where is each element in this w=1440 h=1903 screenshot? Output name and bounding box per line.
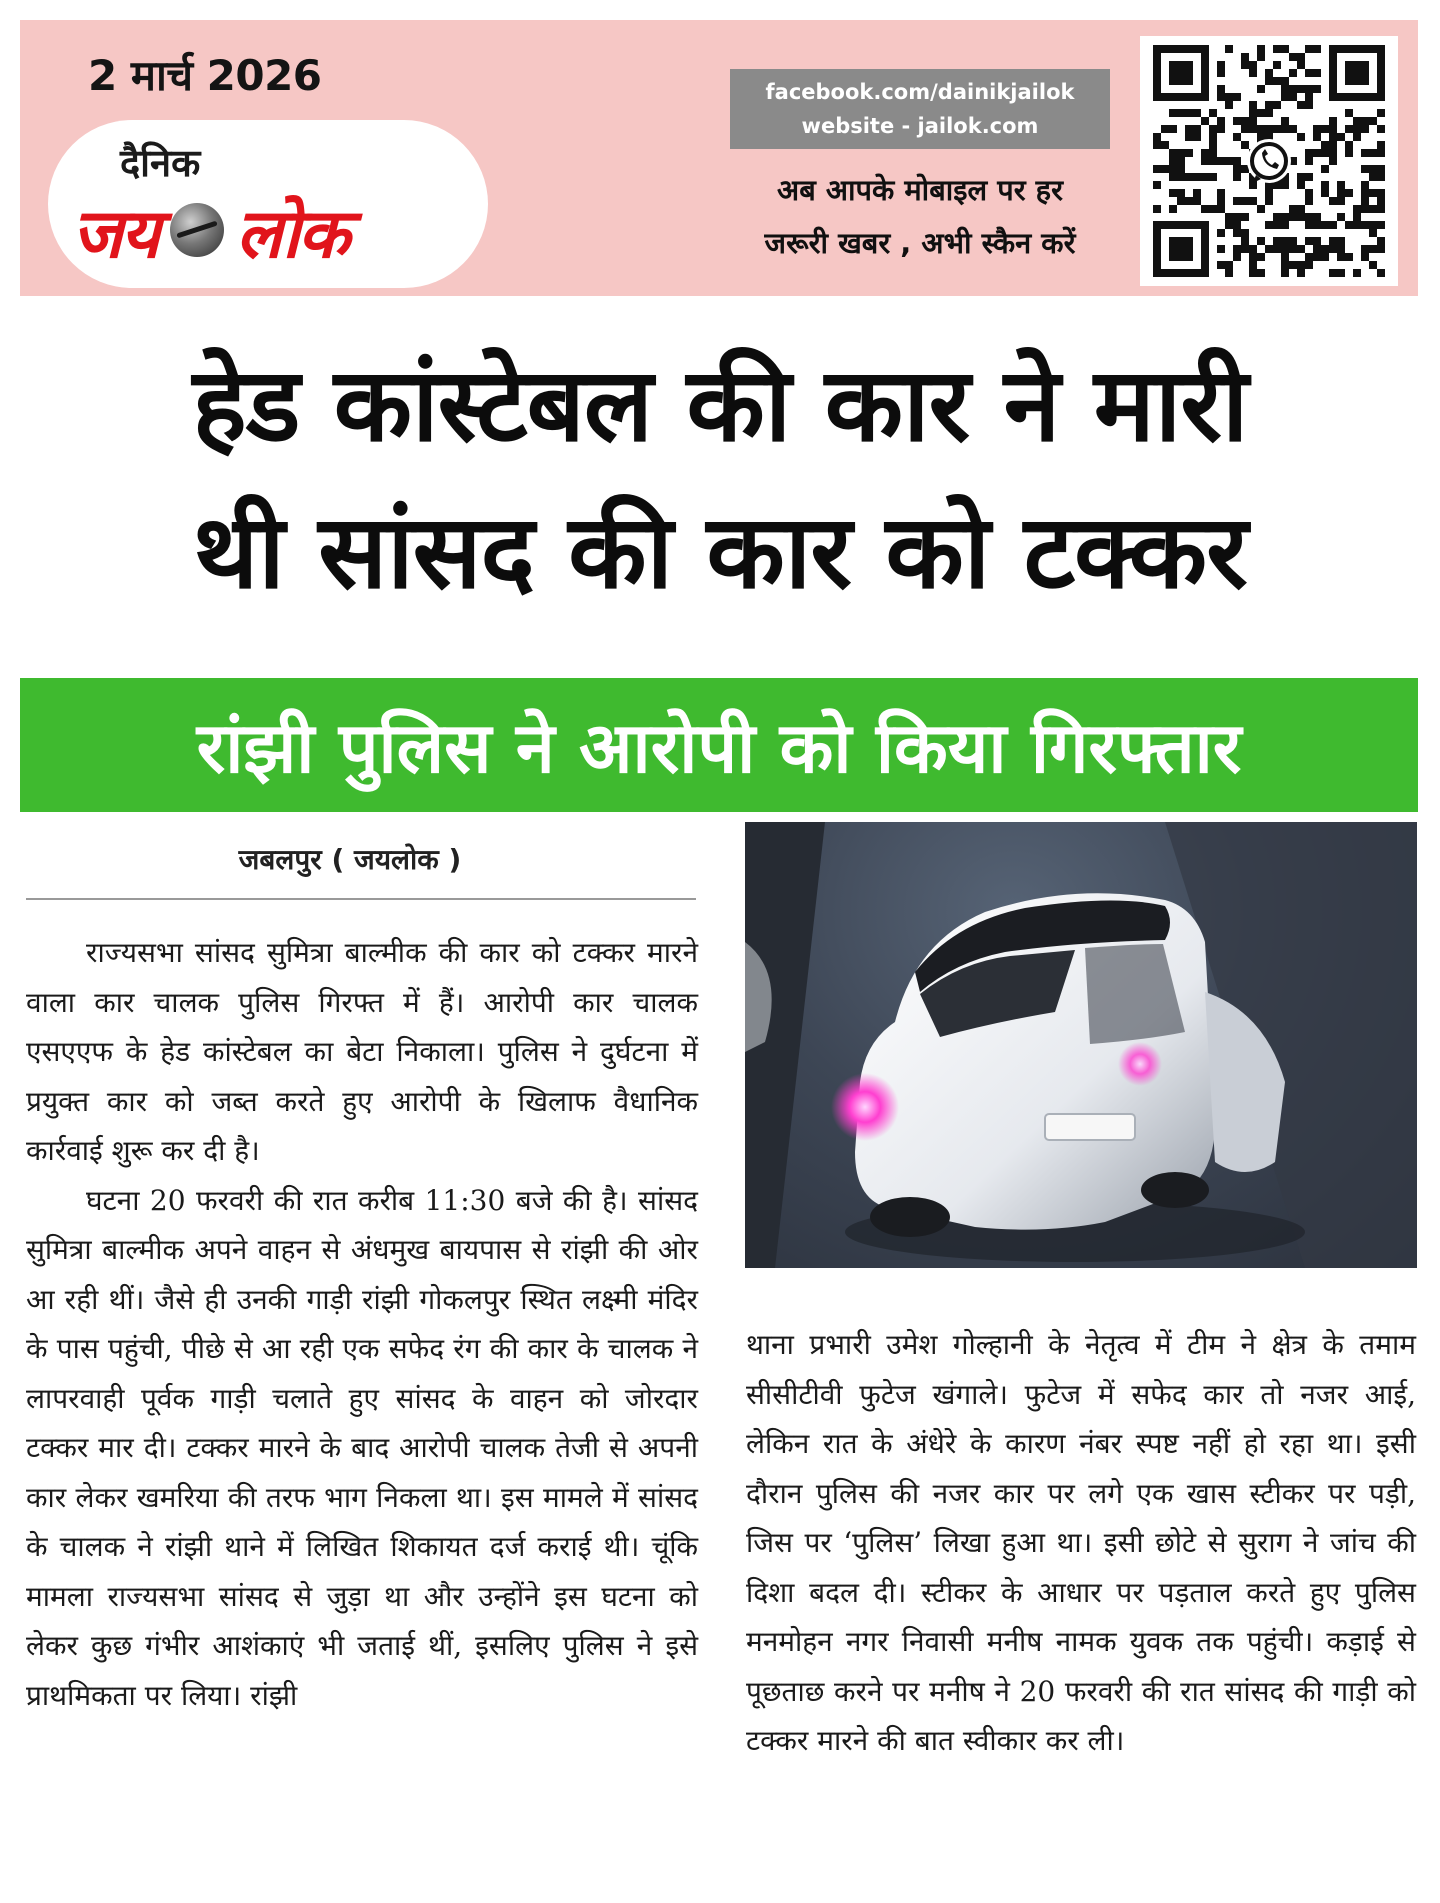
headline-line-2: थी सांसद की कार को टक्कर — [193, 493, 1247, 612]
headline-line-1: हेड कांस्टेबल की कार ने मारी — [192, 346, 1248, 465]
issue-date: 2 मार्च 2026 — [88, 51, 322, 100]
article-paragraph: घटना 20 फरवरी की रात करीब 11:30 बजे की है। सांसद सुमित्रा बाल्मीक अपने वाहन से अंधमुख बायपास से रांझी की ओर आ रही थीं। जैसे ही उनकी गाड़ी रांझी गोकलपुर स्थित लक्ष्मी मंदिर के पास पहुंची, पीछे से आ रही एक सफेद रंग की कार के चालक ने लापरवाही पूर्वक गाड़ी चलाते हुए सांसद के वाहन को जोरदार टक्कर मार दी। टक्कर मारने के बाद आरोपी चालक तेजी से अपनी कार लेकर खमरिया की तरफ भाग निकला था। इस मामले में सांसद के चालक ने रांझी थाने में लिखित शिकायत दर्ज कराई थी। चूंकि मामला राज्यसभा सांसद से जुड़ा था और उन्होंने इस घटना को लेकर कुछ गंभीर आशंकाएं भी जताई थीं, इसलिए पुलिस ने इसे प्राथमिकता पर लिया। रांझी — [26, 1183, 698, 1712]
subheadline: रांझी पुलिस ने आरोपी को किया गिरफ्तार — [196, 707, 1242, 789]
qr-code[interactable] — [1140, 36, 1398, 286]
globe-icon — [170, 203, 224, 257]
qr-code-pattern — [1150, 44, 1388, 278]
article-paragraph: राज्यसभा सांसद सुमित्रा बाल्मीक की कार को टक्कर मारने वाला कार चालक पुलिस गिरफ्त में हैं। आरोपी कार चालक एसएएफ के हेड कांस्टेबल का बेटा निकाला। पुलिस ने दुर्घटना में प्रयुक्त कार को जब्त करते हुए आरोपी के खिलाफ वैधानिक कार्रवाई शुरू कर दी है। — [26, 936, 698, 1167]
newspaper-logo — [48, 120, 488, 288]
logo-wordmark — [72, 190, 348, 274]
article-paragraph: थाना प्रभारी उमेश गोल्हानी के नेतृत्व में टीम ने क्षेत्र के तमाम सीसीटीवी फुटेज खंगाले। फुटेज में सफेद कार तो नजर आई, लेकिन रात के अंधेरे के कारण नंबर स्पष्ट नहीं हो रहा था। इसी दौरान पुलिस की नजर कार पर लगे एक खास स्टीकर पर पड़ी, जिस पर ‘पुलिस’ लिखा हुआ था। इसी छोटे से सुराग ने जांच की दिशा बदल दी। स्टीकर के आधार पर पड़ताल करते हुए पुलिस मनमोहन नगर निवासी मनीष नामक युवक तक पहुंची। कड़ाई से पूछताछ करने पर मनीष ने 20 फरवरी की रात सांसद की गाड़ी को टक्कर मारने की बात स्वीकार कर ली। — [746, 1328, 1416, 1757]
cctv-car-photo — [745, 822, 1417, 1268]
website-link[interactable]: website - jailok.com — [801, 114, 1039, 138]
article-column-right — [746, 1320, 1416, 1766]
dateline-divider — [26, 898, 696, 900]
headline — [20, 332, 1420, 626]
logo-word-jai: जय — [72, 194, 158, 274]
white-car-image — [745, 822, 1417, 1268]
facebook-link[interactable]: facebook.com/dainikjailok — [765, 80, 1075, 104]
logo-daily-label: दैनिक — [120, 141, 201, 185]
masthead — [20, 20, 1418, 296]
subheadline-band — [20, 678, 1418, 812]
social-links-box — [730, 69, 1110, 149]
article-column-left — [26, 928, 698, 1720]
scan-prompt-line1: अब आपके मोबाइल पर हर — [777, 173, 1063, 207]
whatsapp-icon — [1247, 139, 1291, 183]
dateline: जबलपुर ( जयलोक ) — [238, 843, 462, 876]
scan-prompt-line2: जरूरी खबर , अभी स्कैन करें — [764, 226, 1076, 260]
logo-word-lok: लोक — [235, 194, 348, 274]
